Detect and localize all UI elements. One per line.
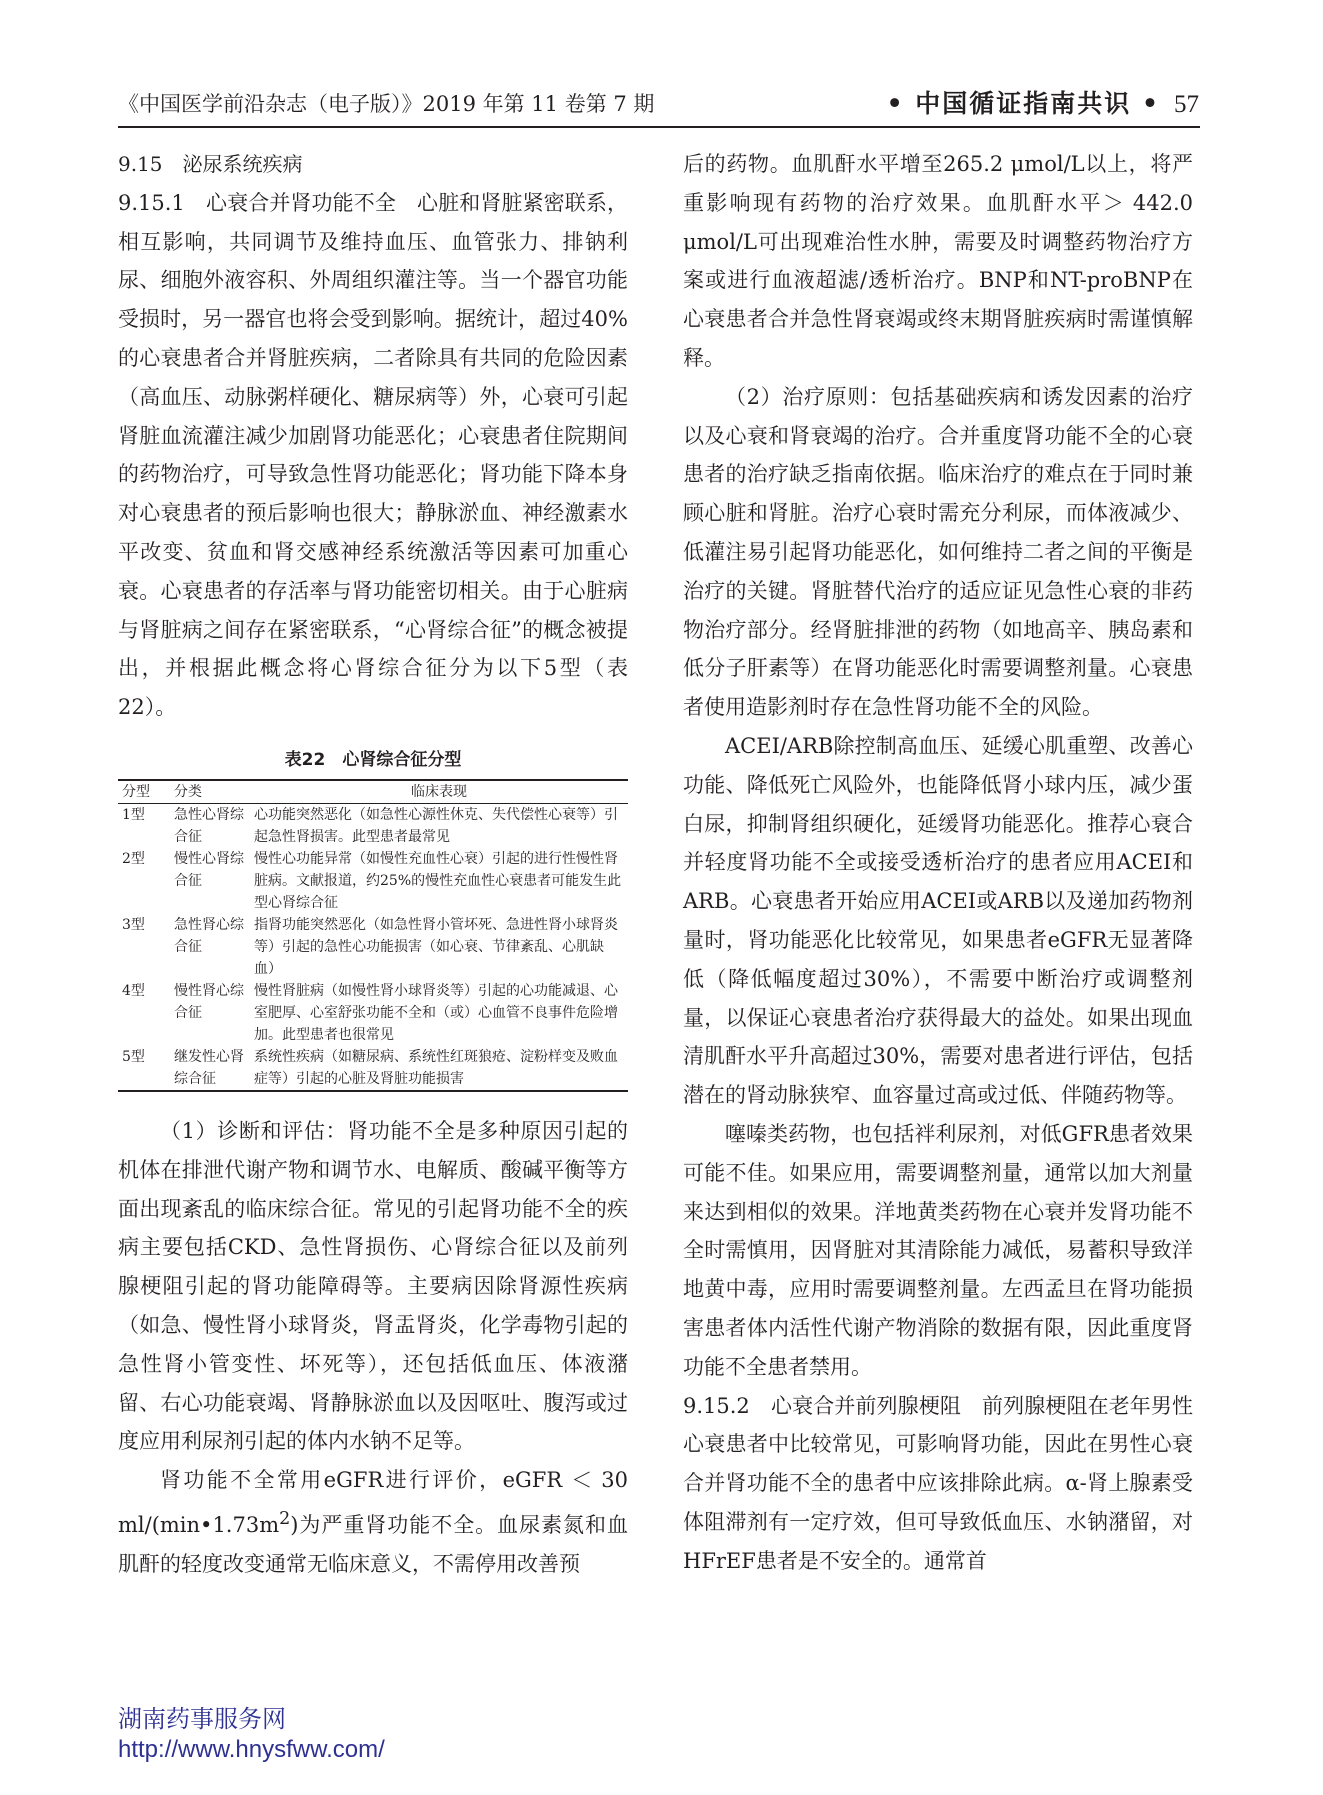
paragraph-egfr <box>118 1461 628 1583</box>
col-header-category: 分类 <box>174 783 202 800</box>
table-row <box>118 1046 628 1091</box>
table-row <box>118 803 628 848</box>
col-header-manifestation: 临床表现 <box>411 783 467 800</box>
page-number: 57 <box>1174 91 1199 118</box>
egfr-superscript: 2 <box>279 1508 291 1529</box>
watermark-footer <box>118 1705 385 1765</box>
paragraph-treatment: （2）治疗原则：包括基础疾病和诱发因素的治疗以及心衰和肾衰竭的治疗。合并重度肾功能不全的心衰患者的治疗缺乏指南依据。临床治疗的难点在于同时兼顾心脏和肾脏。治疗心衰时需充分利尿，而体液减少、低灌注易引起肾功能恶化，如何维持二者之间的平衡是治疗的关键。肾脏替代治疗的适应证见急性心衰的非药物治疗部分。经肾脏排泄的药物（如地高辛、胰岛素和低分子肝素等）在肾功能恶化时需要调整剂量。心衰患者使用造影剂时存在急性肾功能不全的风险。 <box>683 384 1193 720</box>
row-category: 继发性心肾综合征 <box>174 1048 244 1087</box>
header-rule <box>118 126 1200 128</box>
row-manifestation: 慢性肾脏病（如慢性肾小球肾炎等）引起的心功能减退、心室肥厚、心室舒张功能不全和（或）心血管不良事件危险增加。此型患者也很常见 <box>254 982 618 1043</box>
journal-header: 《中国医学前沿杂志（电子版）》2019 年第 11 卷第 7 期 <box>118 92 655 116</box>
cardiorenal-table <box>118 779 628 1092</box>
right-column <box>683 145 1193 1580</box>
left-column <box>118 145 628 1584</box>
paragraph-creatinine: 后的药物。血肌酐水平增至265.2 μmol/L以上，将严重影响现有药物的治疗效果。血肌酐水平＞ 442.0 μmol/L可出现难治性水肿，需要及时调整药物治疗方案或进行血液超滤/透析治疗。BNP和NT-proBNP在心衰患者合并急性肾衰竭或终末期肾脏疾病时需谨慎解释。 <box>683 152 1193 370</box>
paragraph-9-15-2: 9.15.2 心衰合并前列腺梗阻 前列腺梗阻在老年男性心衰患者中比较常见，可影响肾功能，因此在男性心衰合并肾功能不全的患者中应该排除此病。α-肾上腺素受体阻滞剂有一定疗效，但可导致低血压、水钠潴留，对HFrEF患者是不安全的。通常首 <box>683 1393 1193 1573</box>
row-type: 2型 <box>122 850 145 867</box>
row-category: 急性肾心综合征 <box>174 916 244 955</box>
row-category: 急性心肾综合征 <box>174 806 244 845</box>
row-manifestation: 指肾功能突然恶化（如急性肾小管坏死、急进性肾小球肾炎等）引起的急性心功能损害（如心衰、节律紊乱、心肌缺血） <box>254 916 618 977</box>
table-row <box>118 980 628 1046</box>
site-url-link[interactable]: http://www.hnysfww.com/ <box>118 1736 385 1763</box>
row-category: 慢性肾心综合征 <box>174 982 244 1021</box>
row-category: 慢性心肾综合征 <box>174 850 244 889</box>
table-header-row <box>118 780 628 804</box>
table-22 <box>118 747 628 1092</box>
row-manifestation: 系统性疾病（如糖尿病、系统性红斑狼疮、淀粉样变及败血症等）引起的心脏及肾脏功能损害 <box>254 1048 618 1087</box>
row-type: 1型 <box>122 806 145 823</box>
row-type: 5型 <box>122 1048 145 1065</box>
table-row <box>118 848 628 914</box>
row-type: 4型 <box>122 982 145 999</box>
row-manifestation: 心功能突然恶化（如急性心源性休克、失代偿性心衰等）引起急性肾损害。此型患者最常见 <box>254 806 618 845</box>
row-type: 3型 <box>122 916 145 933</box>
egfr-text-b: )为严重肾功能不全。血尿素氮和血肌酐的轻度改变通常无临床意义，不需停用改善预 <box>118 1512 628 1576</box>
egfr-text-a: 肾功能不全常用eGFR进行评价，eGFR ＜ 30 ml/(min•1.73m <box>118 1468 628 1537</box>
site-name: 湖南药事服务网 <box>118 1706 286 1733</box>
paragraph-diagnosis: （1）诊断和评估：肾功能不全是多种原因引起的机体在排泄代谢产物和调节水、电解质、酸碱平衡等方面出现紊乱的临床综合征。常见的引起肾功能不全的疾病主要包括CKD、急性肾损伤、心肾综合征以及前列腺梗阻引起的肾功能障碍等。主要病因除肾源性疾病（如急、慢性肾小球肾炎，肾盂肾炎，化学毒物引起的急性肾小管变性、坏死等），还包括低血压、体液潴留、右心功能衰竭、肾静脉淤血以及因呕吐、腹泻或过度应用利尿剂引起的体内水钠不足等。 <box>118 1118 628 1454</box>
col-header-type: 分型 <box>122 783 150 800</box>
paragraph-thiazide: 噻嗪类药物，也包括袢利尿剂，对低GFR患者效果可能不佳。如果应用，需要调整剂量，通常以加大剂量来达到相似的效果。洋地黄类药物在心衰并发肾功能不全时需慎用，因肾脏对其清除能力减低，易蓄积导致洋地黄中毒，应用时需要调整剂量。左西孟旦在肾功能损害患者体内活性代谢产物消除的数据有限，因此重度肾功能不全患者禁用。 <box>683 1121 1193 1379</box>
section-title: • 中国循证指南共识 • <box>886 89 1160 118</box>
row-manifestation: 慢性心功能异常（如慢性充血性心衰）引起的进行性慢性肾脏病。文献报道，约25%的慢性充血性心衰患者可能发生此型心肾综合征 <box>254 850 622 911</box>
section-header <box>887 84 1199 120</box>
table-row <box>118 914 628 980</box>
paragraph-9-15-1: 9.15.1 心衰合并肾功能不全 心脏和肾脏紧密联系，相互影响，共同调节及维持血压、血管张力、排钠利尿、细胞外液容积、外周组织灌注等。当一个器官功能受损时，另一器官也将会受到影响。据统计，超过40%的心衰患者合并肾脏疾病，二者除具有共同的危险因素（高血压、动脉粥样硬化、糖尿病等）外，心衰可引起肾脏血流灌注减少加剧肾功能恶化；心衰患者住院期间的药物治疗，可导致急性肾功能恶化；肾功能下降本身对心衰患者的预后影响也很大；静脉淤血、神经激素水平改变、贫血和肾交感神经系统激活等因素可加重心衰。心衰患者的存活率与肾功能密切相关。由于心脏病与肾脏病之间存在紧密联系，“心肾综合征”的概念被提出，并根据此概念将心肾综合征分为以下5型（表22）。 <box>118 190 628 720</box>
section-heading-9-15: 9.15 泌尿系统疾病 <box>118 152 303 176</box>
table-title: 表22 心肾综合征分型 <box>284 749 462 770</box>
paragraph-acei-arb: ACEI/ARB除控制高血压、延缓心肌重塑、改善心功能、降低死亡风险外，也能降低肾小球内压，减少蛋白尿，抑制肾组织硬化，延缓肾功能恶化。推荐心衰合并轻度肾功能不全或接受透析治疗的患者应用ACEI和ARB。心衰患者开始应用ACEI或ARB以及递加药物剂量时，肾功能恶化比较常见，如果患者eGFR无显著降低（降低幅度超过30%），不需要中断治疗或调整剂量，以保证心衰患者治疗获得最大的益处。如果出现血清肌酐水平升高超过30%，需要对患者进行评估，包括潜在的肾动脉狭窄、血容量过高或过低、伴随药物等。 <box>683 733 1193 1108</box>
